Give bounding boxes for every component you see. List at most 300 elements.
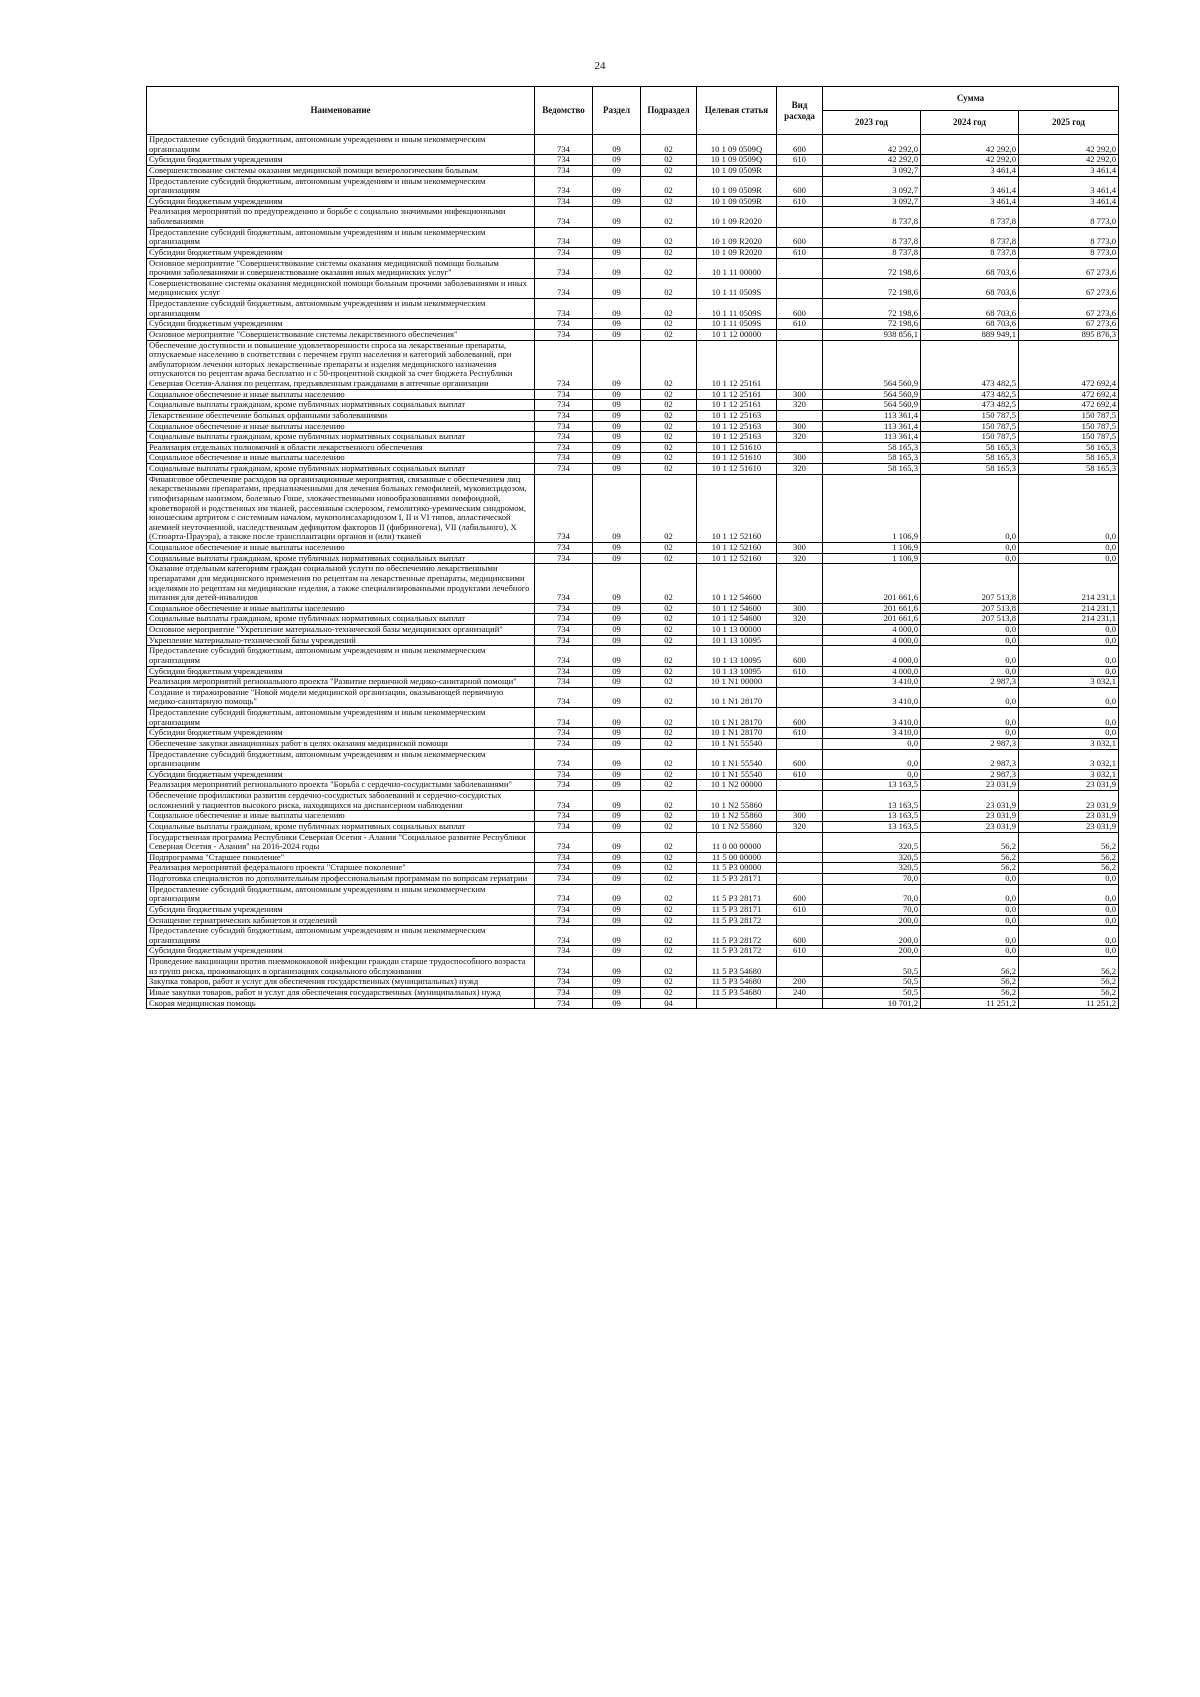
- row-razdel: 09: [593, 432, 641, 443]
- row-2024: 23 031,9: [921, 821, 1019, 832]
- row-name: Предоставление субсидий бюджетным, автономным учреждениям и иным некоммерческим организациям: [147, 884, 535, 904]
- row-podrazdel: 02: [641, 749, 697, 769]
- row-celevaya: 10 1 13 10095: [697, 635, 777, 646]
- row-name: Предоставление субсидий бюджетным, автономным учреждениям и иным некоммерческим организациям: [147, 176, 535, 196]
- table-row: [147, 614, 1119, 625]
- row-2023: 58 165,3: [823, 464, 921, 475]
- row-vid: 300: [777, 421, 823, 432]
- row-razdel: 09: [593, 884, 641, 904]
- row-2024: 207 513,8: [921, 564, 1019, 604]
- header-razdel: Раздел: [593, 87, 641, 135]
- row-podrazdel: 02: [641, 728, 697, 739]
- row-2025: 23 031,9: [1019, 780, 1119, 791]
- row-celevaya: 10 1 N2 00000: [697, 780, 777, 791]
- row-razdel: 09: [593, 769, 641, 780]
- row-celevaya: 11 5 P3 54680: [697, 957, 777, 977]
- row-razdel: 09: [593, 946, 641, 957]
- row-vedomstvo: 734: [535, 227, 593, 247]
- row-name: Социальные выплаты гражданам, кроме публичных нормативных социальных выплат: [147, 553, 535, 564]
- row-vedomstvo: 734: [535, 987, 593, 998]
- row-2024: 0,0: [921, 543, 1019, 554]
- header-vid: Вид расхода: [777, 87, 823, 135]
- row-2024: 0,0: [921, 884, 1019, 904]
- table-row: [147, 299, 1119, 319]
- row-vedomstvo: 734: [535, 738, 593, 749]
- row-vid: 300: [777, 543, 823, 554]
- table-row: [147, 884, 1119, 904]
- row-2024: 56,2: [921, 957, 1019, 977]
- row-2025: 42 292,0: [1019, 155, 1119, 166]
- table-row: [147, 977, 1119, 988]
- table-row: [147, 998, 1119, 1009]
- row-2025: 58 165,3: [1019, 442, 1119, 453]
- row-vid: 610: [777, 155, 823, 166]
- row-2024: 0,0: [921, 635, 1019, 646]
- row-vid: 320: [777, 553, 823, 564]
- row-2025: 0,0: [1019, 543, 1119, 554]
- row-2023: 8 737,8: [823, 227, 921, 247]
- row-podrazdel: 02: [641, 677, 697, 688]
- row-2023: 13 163,5: [823, 791, 921, 811]
- row-2025: 3 032,1: [1019, 749, 1119, 769]
- row-2025: 150 787,5: [1019, 432, 1119, 443]
- table-row: [147, 340, 1119, 389]
- row-2023: 201 661,6: [823, 614, 921, 625]
- row-celevaya: 10 1 N1 28170: [697, 687, 777, 707]
- row-2025: 150 787,5: [1019, 421, 1119, 432]
- row-razdel: 09: [593, 474, 641, 542]
- row-vid: 610: [777, 946, 823, 957]
- row-celevaya: 10 1 N2 55860: [697, 821, 777, 832]
- row-2025: 3 032,1: [1019, 738, 1119, 749]
- row-2023: 4 000,0: [823, 635, 921, 646]
- row-vid: [777, 874, 823, 885]
- row-2023: 42 292,0: [823, 135, 921, 155]
- row-name: Социальные выплаты гражданам, кроме публичных нормативных социальных выплат: [147, 821, 535, 832]
- row-razdel: 09: [593, 603, 641, 614]
- row-razdel: 09: [593, 977, 641, 988]
- row-razdel: 09: [593, 196, 641, 207]
- table-row: [147, 687, 1119, 707]
- row-name: Социальные выплаты гражданам, кроме публичных нормативных социальных выплат: [147, 432, 535, 443]
- row-podrazdel: 02: [641, 821, 697, 832]
- row-celevaya: 10 1 09 0509Q: [697, 135, 777, 155]
- row-razdel: 09: [593, 165, 641, 176]
- table-row: [147, 915, 1119, 926]
- row-razdel: 09: [593, 614, 641, 625]
- row-razdel: 09: [593, 421, 641, 432]
- table-row: [147, 258, 1119, 278]
- table-row: [147, 442, 1119, 453]
- row-name: Совершенствование системы оказания медицинской помощи больным прочими заболеваниями и иных медицинских услуг: [147, 278, 535, 298]
- row-2025: 56,2: [1019, 957, 1119, 977]
- table-row: [147, 904, 1119, 915]
- row-celevaya: 10 1 13 00000: [697, 625, 777, 636]
- row-vedomstvo: 734: [535, 904, 593, 915]
- table-body: [147, 135, 1119, 1009]
- row-name: Совершенствование системы оказания медицинской помощи венерологическим больным: [147, 165, 535, 176]
- row-vid: [777, 625, 823, 636]
- row-name: Скорая медицинская помощь: [147, 998, 535, 1009]
- row-podrazdel: 02: [641, 687, 697, 707]
- row-name: Подготовка специалистов по дополнительным профессиональным программам по вопросам гериатрии: [147, 874, 535, 885]
- row-podrazdel: 02: [641, 769, 697, 780]
- row-2024: 56,2: [921, 852, 1019, 863]
- row-2025: 3 461,4: [1019, 196, 1119, 207]
- table-row: [147, 329, 1119, 340]
- row-2024: 42 292,0: [921, 135, 1019, 155]
- row-vedomstvo: 734: [535, 863, 593, 874]
- row-vedomstvo: 734: [535, 207, 593, 227]
- row-razdel: 09: [593, 957, 641, 977]
- row-name: Реализация мероприятий регионального проекта "Развитие первичной медико-санитарной помощи": [147, 677, 535, 688]
- row-celevaya: 10 1 N1 28170: [697, 708, 777, 728]
- table-row: [147, 553, 1119, 564]
- row-2025: 0,0: [1019, 687, 1119, 707]
- row-vid: 300: [777, 603, 823, 614]
- row-podrazdel: 02: [641, 442, 697, 453]
- row-razdel: 09: [593, 635, 641, 646]
- row-podrazdel: 02: [641, 625, 697, 636]
- row-2023: 13 163,5: [823, 821, 921, 832]
- row-name: Закупка товаров, работ и услуг для обеспечения государственных (муниципальных) нужд: [147, 977, 535, 988]
- table-row: [147, 389, 1119, 400]
- row-2024: 0,0: [921, 926, 1019, 946]
- row-razdel: 09: [593, 553, 641, 564]
- row-2025: 472 692,4: [1019, 340, 1119, 389]
- row-name: Предоставление субсидий бюджетным, автономным учреждениям и иным некоммерческим организациям: [147, 926, 535, 946]
- row-celevaya: 10 1 09 R2020: [697, 207, 777, 227]
- row-2024: 473 482,5: [921, 389, 1019, 400]
- row-razdel: 09: [593, 904, 641, 915]
- row-2024: 11 251,2: [921, 998, 1019, 1009]
- row-podrazdel: 02: [641, 176, 697, 196]
- table-row: [147, 780, 1119, 791]
- row-name: Реализация мероприятий по предупреждению и борьбе с социально значимыми инфекционными заболеваниями: [147, 207, 535, 227]
- row-name: Предоставление субсидий бюджетным, автономным учреждениям и иным некоммерческим организациям: [147, 708, 535, 728]
- row-2024: 8 737,8: [921, 227, 1019, 247]
- row-razdel: 09: [593, 749, 641, 769]
- row-2025: 56,2: [1019, 987, 1119, 998]
- row-podrazdel: 02: [641, 915, 697, 926]
- row-2025: 3 032,1: [1019, 769, 1119, 780]
- row-vedomstvo: 734: [535, 884, 593, 904]
- row-razdel: 09: [593, 135, 641, 155]
- row-name: Предоставление субсидий бюджетным, автономным учреждениям и иным некоммерческим организациям: [147, 227, 535, 247]
- row-vedomstvo: 734: [535, 769, 593, 780]
- row-celevaya: 10 1 09 0509R: [697, 165, 777, 176]
- row-vid: [777, 329, 823, 340]
- row-podrazdel: 02: [641, 603, 697, 614]
- row-vedomstvo: 734: [535, 278, 593, 298]
- header-celevaya: Целевая статья: [697, 87, 777, 135]
- row-2023: 8 737,8: [823, 247, 921, 258]
- row-2023: 1 106,9: [823, 553, 921, 564]
- row-celevaya: 10 1 12 51610: [697, 442, 777, 453]
- row-vid: [777, 258, 823, 278]
- row-razdel: 09: [593, 442, 641, 453]
- row-vid: 610: [777, 319, 823, 330]
- row-2024: 0,0: [921, 708, 1019, 728]
- row-2025: 58 165,3: [1019, 464, 1119, 475]
- row-vedomstvo: 734: [535, 196, 593, 207]
- row-vid: 600: [777, 227, 823, 247]
- row-2024: 0,0: [921, 646, 1019, 666]
- row-2024: 0,0: [921, 874, 1019, 885]
- row-name: Основное мероприятие "Укрепление материально-технической базы медицинских организаций": [147, 625, 535, 636]
- row-name: Субсидии бюджетным учреждениям: [147, 728, 535, 739]
- header-summa: Сумма: [823, 87, 1119, 111]
- row-vedomstvo: 734: [535, 553, 593, 564]
- table-row: [147, 410, 1119, 421]
- row-2023: 72 198,6: [823, 319, 921, 330]
- row-2023: 70,0: [823, 884, 921, 904]
- row-vedomstvo: 734: [535, 389, 593, 400]
- row-2025: 0,0: [1019, 874, 1119, 885]
- row-2024: 56,2: [921, 832, 1019, 852]
- row-vid: 320: [777, 400, 823, 411]
- row-razdel: 09: [593, 687, 641, 707]
- table-row: [147, 603, 1119, 614]
- budget-table: [146, 86, 1119, 1009]
- row-podrazdel: 02: [641, 780, 697, 791]
- row-razdel: 09: [593, 319, 641, 330]
- row-vedomstvo: 734: [535, 977, 593, 988]
- table-row: [147, 474, 1119, 542]
- row-2025: 150 787,5: [1019, 410, 1119, 421]
- header-name: Наименование: [147, 87, 535, 135]
- row-2023: 10 701,2: [823, 998, 921, 1009]
- row-2023: 0,0: [823, 738, 921, 749]
- row-2024: 56,2: [921, 977, 1019, 988]
- row-razdel: 09: [593, 666, 641, 677]
- row-vedomstvo: 734: [535, 832, 593, 852]
- table-row: [147, 453, 1119, 464]
- row-podrazdel: 02: [641, 564, 697, 604]
- row-celevaya: 10 1 12 25161: [697, 400, 777, 411]
- row-2025: 0,0: [1019, 635, 1119, 646]
- row-2023: 3 410,0: [823, 728, 921, 739]
- row-celevaya: 10 1 11 0509S: [697, 299, 777, 319]
- row-vid: [777, 738, 823, 749]
- row-vid: 320: [777, 464, 823, 475]
- row-name: Обеспечение закупки авиационных работ в целях оказания медицинской помощи: [147, 738, 535, 749]
- row-2024: 58 165,3: [921, 442, 1019, 453]
- table-row: [147, 863, 1119, 874]
- row-celevaya: 10 1 09 0509R: [697, 176, 777, 196]
- row-2023: 70,0: [823, 904, 921, 915]
- row-podrazdel: 02: [641, 227, 697, 247]
- row-vid: [777, 677, 823, 688]
- row-name: Субсидии бюджетным учреждениям: [147, 155, 535, 166]
- row-vedomstvo: 734: [535, 728, 593, 739]
- row-2023: 3 092,7: [823, 196, 921, 207]
- table-row: [147, 987, 1119, 998]
- row-celevaya: 10 1 N1 55540: [697, 738, 777, 749]
- row-podrazdel: 02: [641, 863, 697, 874]
- table-row: [147, 464, 1119, 475]
- row-2023: 3 092,7: [823, 165, 921, 176]
- row-podrazdel: 02: [641, 389, 697, 400]
- table-row: [147, 666, 1119, 677]
- row-name: Социальное обеспечение и иные выплаты населению: [147, 811, 535, 822]
- row-name: Социальные выплаты гражданам, кроме публичных нормативных социальных выплат: [147, 400, 535, 411]
- row-name: Субсидии бюджетным учреждениям: [147, 666, 535, 677]
- row-name: Социальное обеспечение и иные выплаты населению: [147, 603, 535, 614]
- row-2024: 68 703,6: [921, 278, 1019, 298]
- table-row: [147, 432, 1119, 443]
- row-vedomstvo: 734: [535, 749, 593, 769]
- row-2025: 8 773,0: [1019, 207, 1119, 227]
- header-2023: 2023 год: [823, 111, 921, 135]
- row-2025: 0,0: [1019, 926, 1119, 946]
- row-podrazdel: 04: [641, 998, 697, 1009]
- row-vedomstvo: 734: [535, 780, 593, 791]
- row-vid: [777, 791, 823, 811]
- row-vid: 610: [777, 728, 823, 739]
- row-podrazdel: 02: [641, 738, 697, 749]
- row-name: Субсидии бюджетным учреждениям: [147, 904, 535, 915]
- row-razdel: 09: [593, 791, 641, 811]
- row-razdel: 09: [593, 329, 641, 340]
- row-name: Создание и тиражирование "Новой модели медицинской организации, оказывающей первичную медико-санитарную помощь": [147, 687, 535, 707]
- table-row: [147, 319, 1119, 330]
- row-2024: 8 737,8: [921, 207, 1019, 227]
- row-name: Социальное обеспечение и иные выплаты населению: [147, 453, 535, 464]
- row-vid: 600: [777, 708, 823, 728]
- row-2025: 214 231,1: [1019, 564, 1119, 604]
- row-razdel: 09: [593, 227, 641, 247]
- table-row: [147, 155, 1119, 166]
- row-2024: 42 292,0: [921, 155, 1019, 166]
- row-name: Реализация мероприятий регионального проекта "Борьба с сердечно-сосудистыми заболеваниями": [147, 780, 535, 791]
- table-row: [147, 926, 1119, 946]
- row-2025: 23 031,9: [1019, 791, 1119, 811]
- table-row: [147, 852, 1119, 863]
- table-row: [147, 165, 1119, 176]
- row-2023: 1 106,9: [823, 543, 921, 554]
- row-2023: 8 737,8: [823, 207, 921, 227]
- row-name: Иные закупки товаров, работ и услуг для обеспечения государственных (муниципальных) нужд: [147, 987, 535, 998]
- row-2025: 0,0: [1019, 553, 1119, 564]
- row-podrazdel: 02: [641, 329, 697, 340]
- row-vid: 600: [777, 299, 823, 319]
- row-razdel: 09: [593, 389, 641, 400]
- row-vedomstvo: 734: [535, 432, 593, 443]
- row-2023: 113 361,4: [823, 421, 921, 432]
- row-celevaya: 10 1 11 0509S: [697, 319, 777, 330]
- row-vedomstvo: 734: [535, 329, 593, 340]
- row-2023: 113 361,4: [823, 432, 921, 443]
- row-celevaya: 10 1 N1 00000: [697, 677, 777, 688]
- row-2023: 564 560,9: [823, 389, 921, 400]
- row-celevaya: 11 5 P3 54680: [697, 987, 777, 998]
- row-celevaya: 10 1 12 25163: [697, 421, 777, 432]
- row-celevaya: 10 1 09 R2020: [697, 247, 777, 258]
- row-vedomstvo: 734: [535, 453, 593, 464]
- row-2023: 320,5: [823, 832, 921, 852]
- row-vedomstvo: 734: [535, 543, 593, 554]
- row-razdel: 09: [593, 780, 641, 791]
- row-2024: 473 482,5: [921, 340, 1019, 389]
- row-razdel: 09: [593, 738, 641, 749]
- row-celevaya: 10 1 N2 55860: [697, 811, 777, 822]
- row-vedomstvo: 734: [535, 258, 593, 278]
- row-name: Лекарственное обеспечение больных орфанными заболеваниями: [147, 410, 535, 421]
- row-celevaya: 10 1 13 10095: [697, 646, 777, 666]
- row-vid: 610: [777, 666, 823, 677]
- row-2025: 0,0: [1019, 708, 1119, 728]
- row-podrazdel: 02: [641, 791, 697, 811]
- row-razdel: 09: [593, 987, 641, 998]
- row-podrazdel: 02: [641, 904, 697, 915]
- row-celevaya: 10 1 N2 55860: [697, 791, 777, 811]
- row-celevaya: [697, 998, 777, 1009]
- row-podrazdel: 02: [641, 987, 697, 998]
- row-2023: 320,5: [823, 863, 921, 874]
- row-2024: 0,0: [921, 904, 1019, 915]
- row-vid: 610: [777, 769, 823, 780]
- row-2024: 0,0: [921, 666, 1019, 677]
- row-podrazdel: 02: [641, 926, 697, 946]
- row-celevaya: 11 5 00 00000: [697, 852, 777, 863]
- row-name: Субсидии бюджетным учреждениям: [147, 247, 535, 258]
- row-2025: 0,0: [1019, 625, 1119, 636]
- row-vid: 610: [777, 247, 823, 258]
- row-razdel: 09: [593, 863, 641, 874]
- row-2024: 68 703,6: [921, 319, 1019, 330]
- row-celevaya: 10 1 12 52160: [697, 474, 777, 542]
- row-name: Социальное обеспечение и иные выплаты населению: [147, 389, 535, 400]
- row-2023: 3 092,7: [823, 176, 921, 196]
- row-vedomstvo: 734: [535, 957, 593, 977]
- row-name: Субсидии бюджетным учреждениям: [147, 319, 535, 330]
- row-2023: 72 198,6: [823, 278, 921, 298]
- table-row: [147, 811, 1119, 822]
- table-row: [147, 708, 1119, 728]
- row-vedomstvo: 734: [535, 442, 593, 453]
- row-2024: 2 987,3: [921, 749, 1019, 769]
- row-vid: 600: [777, 176, 823, 196]
- row-2023: 200,0: [823, 926, 921, 946]
- row-razdel: 09: [593, 625, 641, 636]
- row-2024: 68 703,6: [921, 299, 1019, 319]
- row-2023: 4 000,0: [823, 625, 921, 636]
- row-vid: 320: [777, 432, 823, 443]
- row-celevaya: 11 5 P3 28172: [697, 915, 777, 926]
- row-2024: 58 165,3: [921, 453, 1019, 464]
- row-2023: 4 000,0: [823, 666, 921, 677]
- row-name: Оснащение гериатрических кабинетов и отделений: [147, 915, 535, 926]
- row-celevaya: 10 1 12 25163: [697, 410, 777, 421]
- row-vedomstvo: 734: [535, 677, 593, 688]
- row-2025: 3 032,1: [1019, 677, 1119, 688]
- row-2024: 150 787,5: [921, 432, 1019, 443]
- row-podrazdel: 02: [641, 811, 697, 822]
- row-podrazdel: 02: [641, 207, 697, 227]
- row-celevaya: 10 1 12 25163: [697, 432, 777, 443]
- row-celevaya: 10 1 N1 28170: [697, 728, 777, 739]
- row-podrazdel: 02: [641, 957, 697, 977]
- row-2025: 8 773,0: [1019, 247, 1119, 258]
- row-2024: 207 513,8: [921, 603, 1019, 614]
- row-2023: 200,0: [823, 946, 921, 957]
- row-vid: 200: [777, 977, 823, 988]
- row-2024: 0,0: [921, 625, 1019, 636]
- row-vedomstvo: 734: [535, 564, 593, 604]
- row-podrazdel: 02: [641, 635, 697, 646]
- row-name: Социальные выплаты гражданам, кроме публичных нормативных социальных выплат: [147, 614, 535, 625]
